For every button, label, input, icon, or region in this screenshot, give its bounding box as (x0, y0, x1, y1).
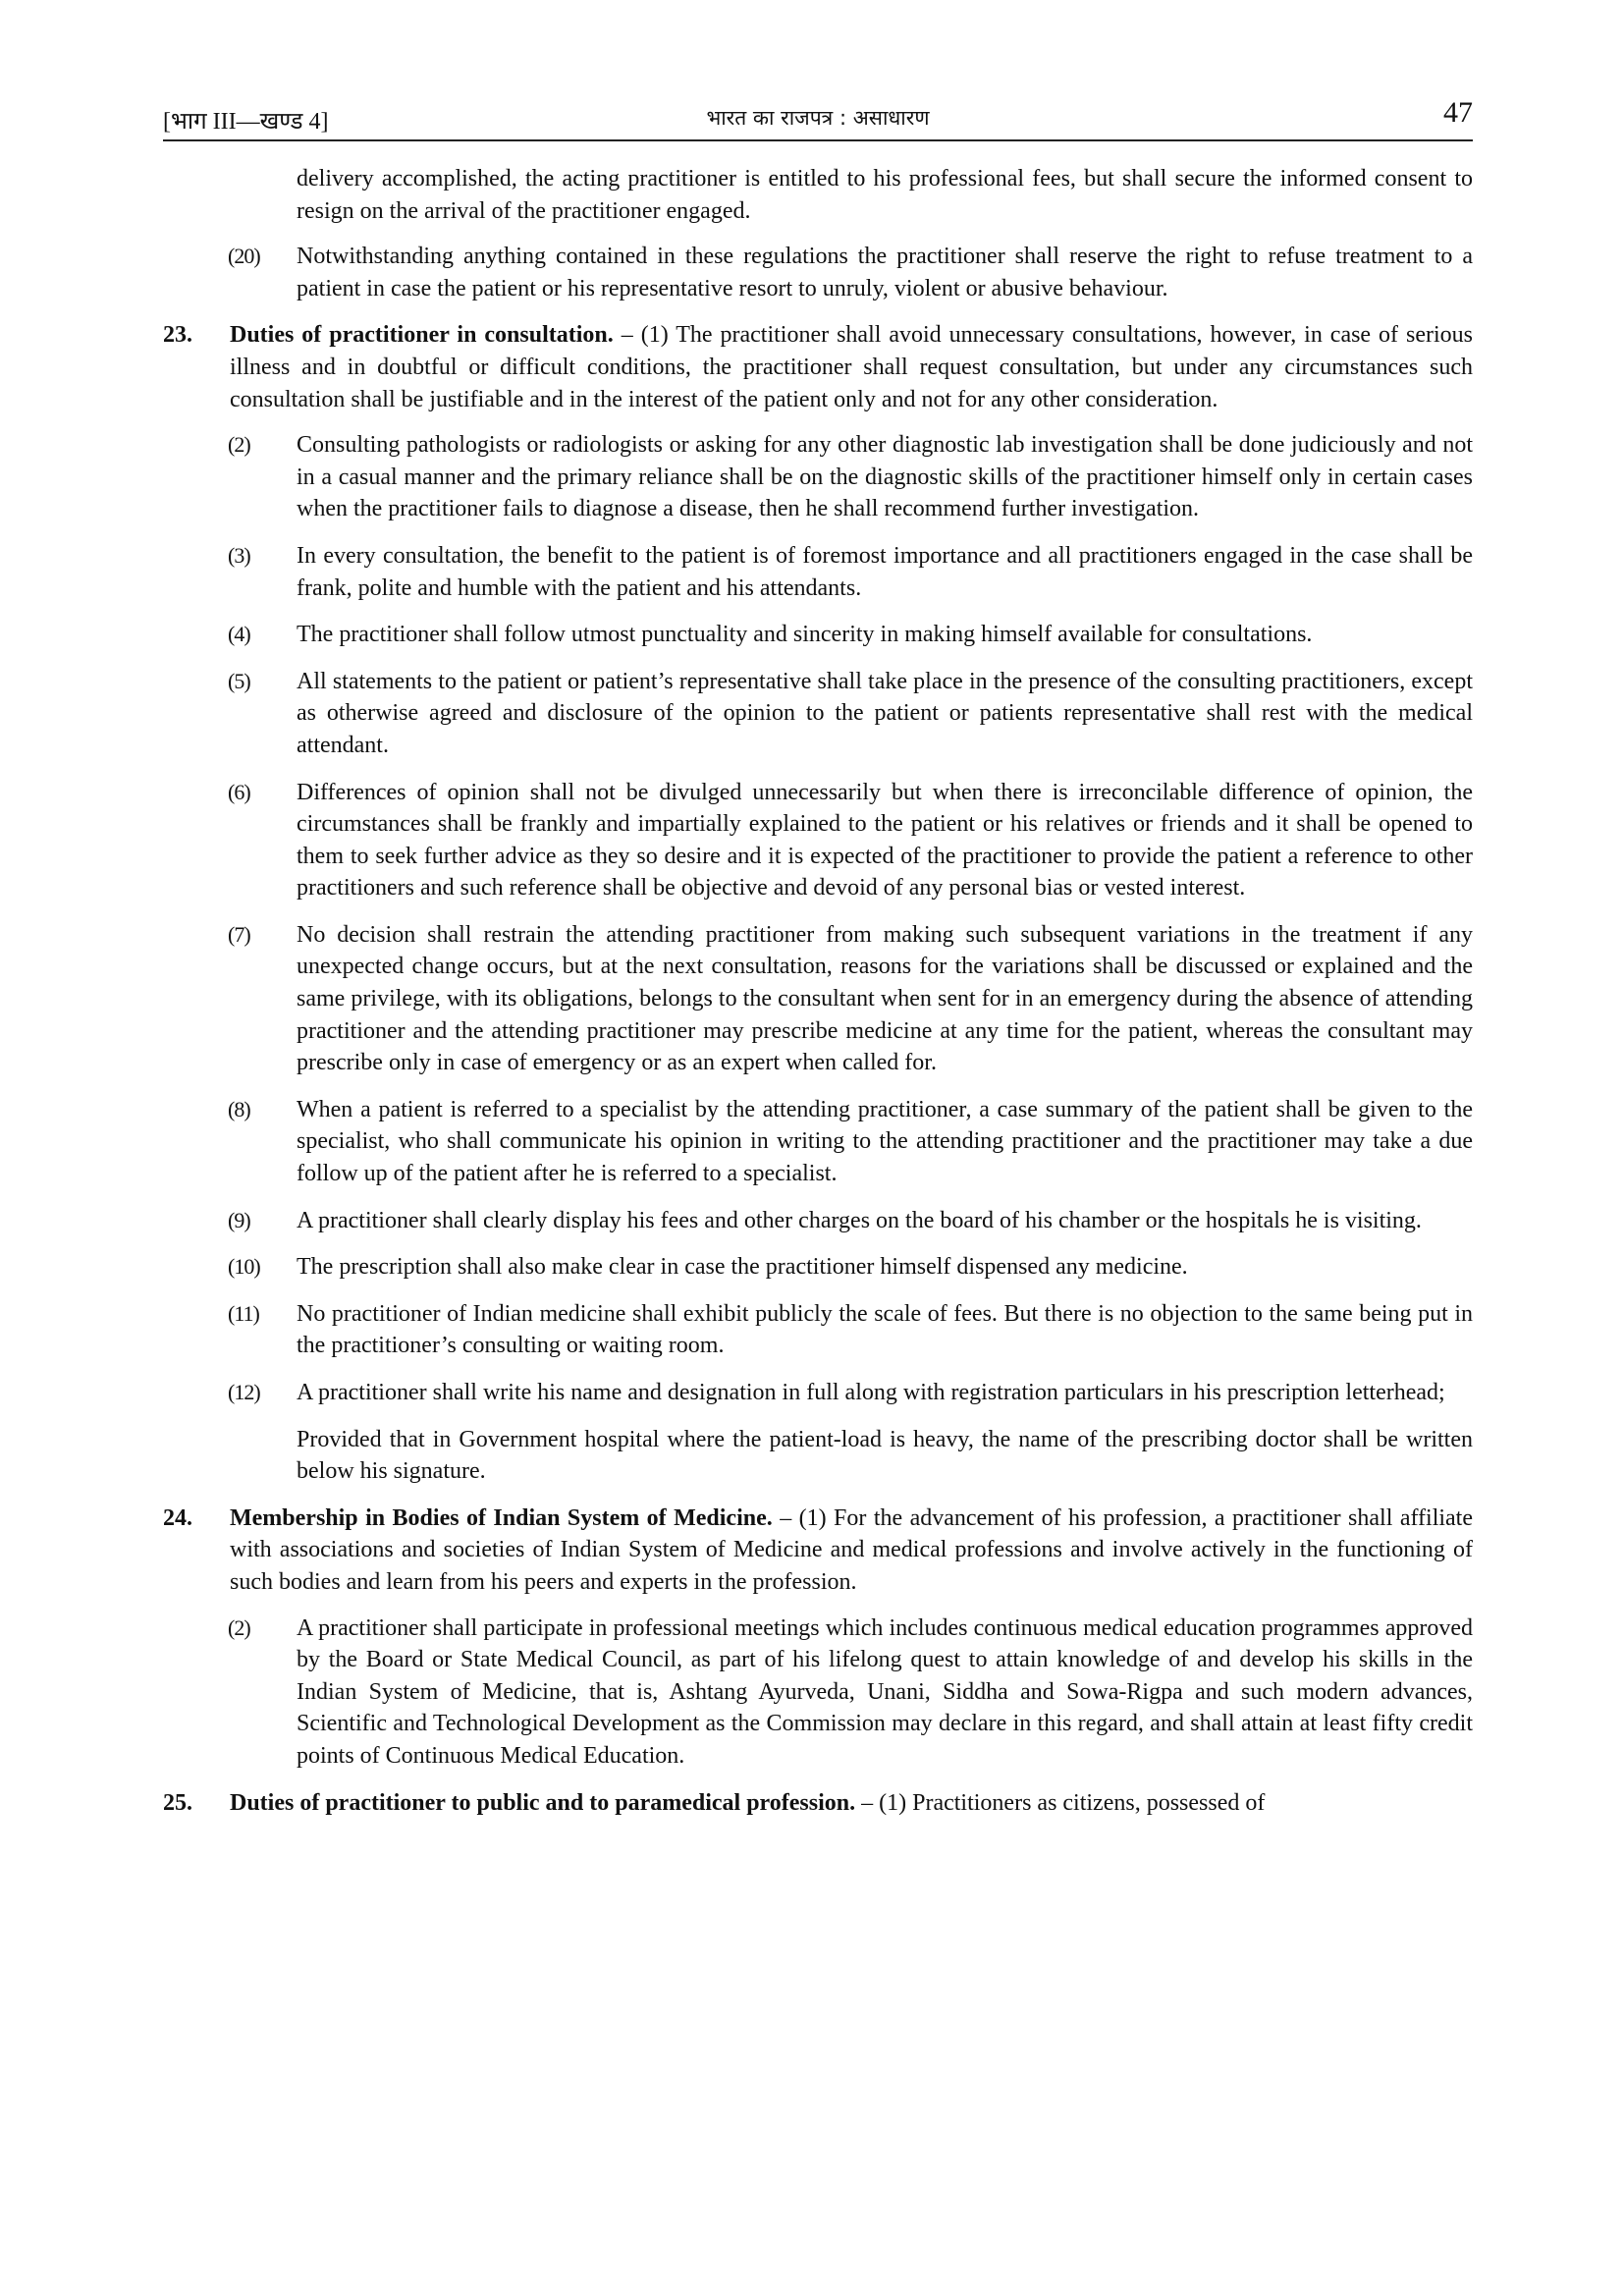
clause-23-12 (163, 1377, 1473, 1409)
header-part-section: [भाग III—खण्ड 4] (163, 109, 329, 135)
section-23 (163, 319, 1473, 415)
clause-number: (3) (228, 542, 250, 568)
clause-text: No decision shall restrain the attending practitioner from making such subsequent variations in the treatment if any unexpected change occurs, but at the next consultation, reasons for the variations shall be discussed or explained and the same privilege, with its obligations, belongs to the consultant when sent for in an emergency during the absence of attending practitioner and the attending practitioner may prescribe medicine at any time for the patient, whereas the consultant may prescribe only in case of emergency or as an expert when called for. (297, 921, 1473, 1076)
clause-text: Consulting pathologists or radiologists or asking for any other diagnostic lab investigation shall be done judiciously and not in a casual manner and the primary reliance shall be on the diagnostic skills of the practitioner himself only in certain cases when the practitioner fails to diagnose a disease, then he shall recommend further investigation. (297, 432, 1473, 522)
page-number: 47 (1443, 96, 1473, 129)
clause-text: The practitioner shall follow utmost punctuality and sincerity in making himself available for consultations. (297, 622, 1313, 648)
clause-number: (5) (228, 668, 250, 693)
clause-number: (20) (228, 244, 260, 269)
section-number: 25. (163, 1789, 192, 1816)
clause-number: (2) (228, 1614, 250, 1640)
document-body (163, 163, 1473, 1832)
clause-number: (9) (228, 1207, 250, 1232)
clause-text: A practitioner shall clearly display his fees and other charges on the board of his chamber or the hospitals he is visiting. (297, 1207, 1422, 1233)
clause-number: (10) (228, 1254, 260, 1280)
clause-number: (7) (228, 921, 250, 947)
clause-24-2 (163, 1613, 1473, 1773)
clause-text: In every consultation, the benefit to the patient is of foremost importance and all practitioners engaged in the case shall be frank, polite and humble with the patient and his attendants. (297, 542, 1473, 601)
clause-text: Differences of opinion shall not be divulged unnecessarily but when there is irreconcilable difference of opinion, the circumstances shall be frankly and impartially explained to the patient or his relatives or friends and it shall be opened to them to seek further advice as they so desire and it is expected of the practitioner to provide the patient a reference to other practitioners and such reference shall be objective and devoid of any personal bias or vested interest. (297, 779, 1473, 902)
section-25 (163, 1787, 1473, 1820)
section-lead-text: – (1) The practitioner shall avoid unnecessary consultations, however, in case of serious illness and in doubtful or difficult conditions, the practitioner shall request consultation, but under any circumstances such consultation shall be justifiable and in the interest of the patient only and not for any other consideration. (230, 322, 1474, 412)
clause-number: (2) (228, 432, 250, 458)
clause-number: (12) (228, 1380, 260, 1404)
clause-23-3 (163, 540, 1473, 604)
section-lead-text: – (1) Practitioners as citizens, possessed of (855, 1789, 1266, 1816)
clause-23-6 (163, 777, 1473, 904)
clause-23-2 (163, 429, 1473, 525)
clause-23-7 (163, 919, 1473, 1079)
clause-text: All statements to the patient or patient’s representative shall take place in the presence of the consulting practitioners, except as otherwise agreed and disclosure of the opinion to the patient or patients representative shall rest with the medical attendant. (297, 668, 1473, 758)
clause-20 (163, 241, 1473, 304)
clause-23-11 (163, 1298, 1473, 1362)
clause-text: A practitioner shall participate in professional meetings which includes continuous medical education programmes approved by the Board or State Medical Council, as part of his lifelong quest to attain knowledge of and develop his skills in the Indian System of Medicine, that is, Ashtang Ayurveda, Unani, Siddha and Sowa-Rigpa and such modern advances, Scientific and Technological Development as the Commission may declare in this regard, and shall attain at least fifty credit points of Continuous Medical Education. (297, 1614, 1473, 1769)
section-number: 24. (163, 1504, 192, 1531)
clause-23-8 (163, 1094, 1473, 1190)
header-gazette-title: भारत का राजपत्र : असाधारण (706, 106, 930, 130)
clause-23-9 (163, 1205, 1473, 1237)
clause-text: When a patient is referred to a specialist by the attending practitioner, a case summary of the patient shall be given to the specialist, who shall communicate his opinion in writing to the attending practitioner and the practitioner may take a due follow up of the patient after he is referred to a specialist. (297, 1096, 1473, 1187)
clause-number: (4) (228, 622, 250, 647)
clause-number: (11) (228, 1300, 259, 1326)
section-lead-text: – (1) For the advancement of his profession, a practitioner shall affiliate with associations and societies of Indian System of Medicine and medical professions and involve actively in the functioning of such bodies and learn from his peers and experts in the profession. (230, 1504, 1473, 1595)
section-title: Duties of practitioner to public and to paramedical profession. (230, 1789, 856, 1816)
clause-text: A practitioner shall write his name and designation in full along with registration particulars in his prescription letterhead; (297, 1380, 1445, 1405)
section-title: Membership in Bodies of Indian System of Medicine. (230, 1504, 773, 1531)
clause-23-5 (163, 666, 1473, 762)
page-header (163, 96, 1473, 141)
clause-text: Notwithstanding anything contained in these regulations the practitioner shall reserve the right to refuse treatment to a patient in case the patient or his representative resort to unruly, violent or abusive behaviour. (297, 244, 1473, 301)
continuation-paragraph: delivery accomplished, the acting practitioner is entitled to his professional fees, but shall secure the informed consent to resign on the arrival of the practitioner engaged. (297, 166, 1473, 224)
clause-text: No practitioner of Indian medicine shall exhibit publicly the scale of fees. But there is no objection to the same being put in the practitioner’s consulting or waiting room. (297, 1300, 1473, 1359)
clause-number: (6) (228, 779, 250, 804)
clause-text: The prescription shall also make clear in case the practitioner himself dispensed any medicine. (297, 1254, 1188, 1281)
proviso-paragraph: Provided that in Government hospital where the patient-load is heavy, the name of the prescribing doctor shall be written below his signature. (297, 1426, 1473, 1485)
clause-23-4 (163, 619, 1473, 651)
clause-23-10 (163, 1251, 1473, 1284)
section-24 (163, 1503, 1473, 1599)
section-number: 23. (163, 322, 192, 349)
section-title: Duties of practitioner in consultation. (230, 322, 614, 349)
clause-number: (8) (228, 1096, 250, 1121)
